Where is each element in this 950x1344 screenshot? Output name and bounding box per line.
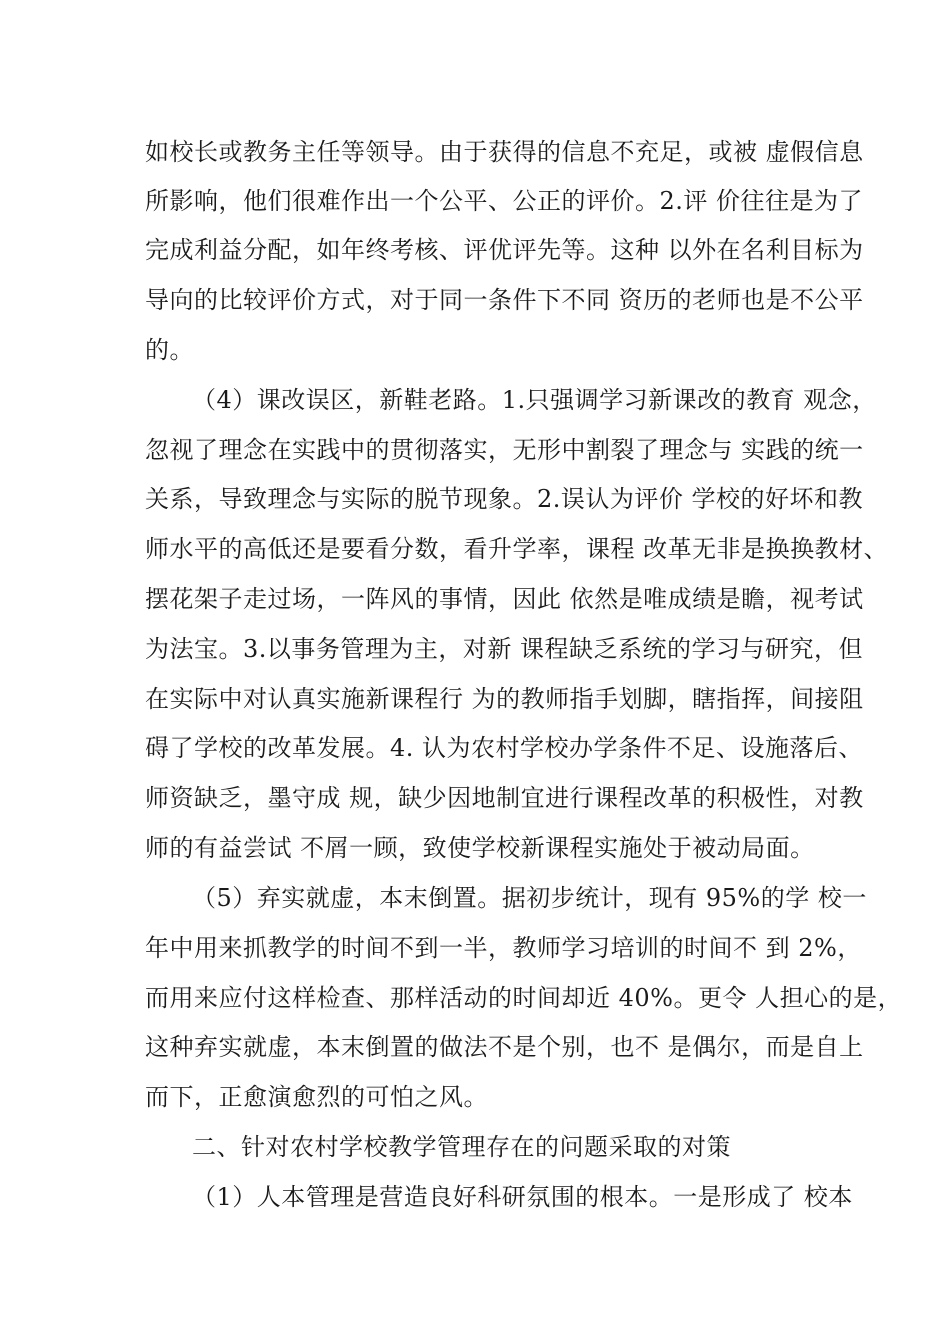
- text-line: 关系，导致理念与实际的脱节现象。2.误认为评价 学校的好坏和教: [145, 485, 864, 513]
- paragraph-heading-4: （4）课改误区，新鞋老路。1.只强调学习新课改的教育 观念，: [192, 386, 877, 414]
- text-line: 的。: [145, 336, 194, 364]
- text-line: 摆花架子走过场，一阵风的事情，因此 依然是唯成绩是瞻，视考试: [145, 585, 864, 613]
- paragraph-heading-1: （1）人本管理是营造良好科研氛围的根本。一是形成了 校本: [192, 1183, 853, 1211]
- text-line: 而用来应付这样检查、那样活动的时间却近 40%。更令 人担心的是，: [145, 984, 903, 1012]
- text-line: 忽视了理念在实践中的贯彻落实，无形中割裂了理念与 实践的统一: [145, 436, 864, 464]
- text-line: 师水平的高低还是要看分数，看升学率，课程 改革无非是换换教材、: [145, 535, 889, 563]
- text-line: 年中用来抓教学的时间不到一半，教师学习培训的时间不 到 2%，: [145, 934, 862, 962]
- text-line: 如校长或教务主任等领导。由于获得的信息不充足，或被 虚假信息: [145, 138, 864, 166]
- text-line: 导向的比较评价方式，对于同一条件下不同 资历的老师也是不公平: [145, 286, 864, 314]
- text-line: 完成利益分配，如年终考核、评优评先等。这种 以外在名利目标为: [145, 236, 864, 264]
- text-line: 师的有益尝试 不屑一顾，致使学校新课程实施处于被动局面。: [145, 834, 815, 862]
- text-line: 在实际中对认真实施新课程行 为的教师指手划脚，瞎指挥，间接阻: [145, 685, 864, 713]
- text-line: 为法宝。3.以事务管理为主，对新 课程缺乏系统的学习与研究，但: [145, 635, 864, 663]
- text-line: 所影响，他们很难作出一个公平、公正的评价。2.评 价往往是为了: [145, 187, 864, 215]
- section-heading: 二、针对农村学校教学管理存在的问题采取的对策: [192, 1133, 731, 1161]
- text-line: 碍了学校的改革发展。4. 认为农村学校办学条件不足、设施落后、: [145, 734, 864, 762]
- text-line: 师资缺乏，墨守成 规，缺少因地制宜进行课程改革的积极性，对教: [145, 784, 864, 812]
- text-line: 而下，正愈演愈烈的可怕之风。: [145, 1083, 488, 1111]
- paragraph-heading-5: （5）弃实就虚，本末倒置。据初步统计，现有 95%的学 校一: [192, 884, 867, 912]
- text-line: 这种弃实就虚，本末倒置的做法不是个别，也不 是偶尔，而是自上: [145, 1033, 864, 1061]
